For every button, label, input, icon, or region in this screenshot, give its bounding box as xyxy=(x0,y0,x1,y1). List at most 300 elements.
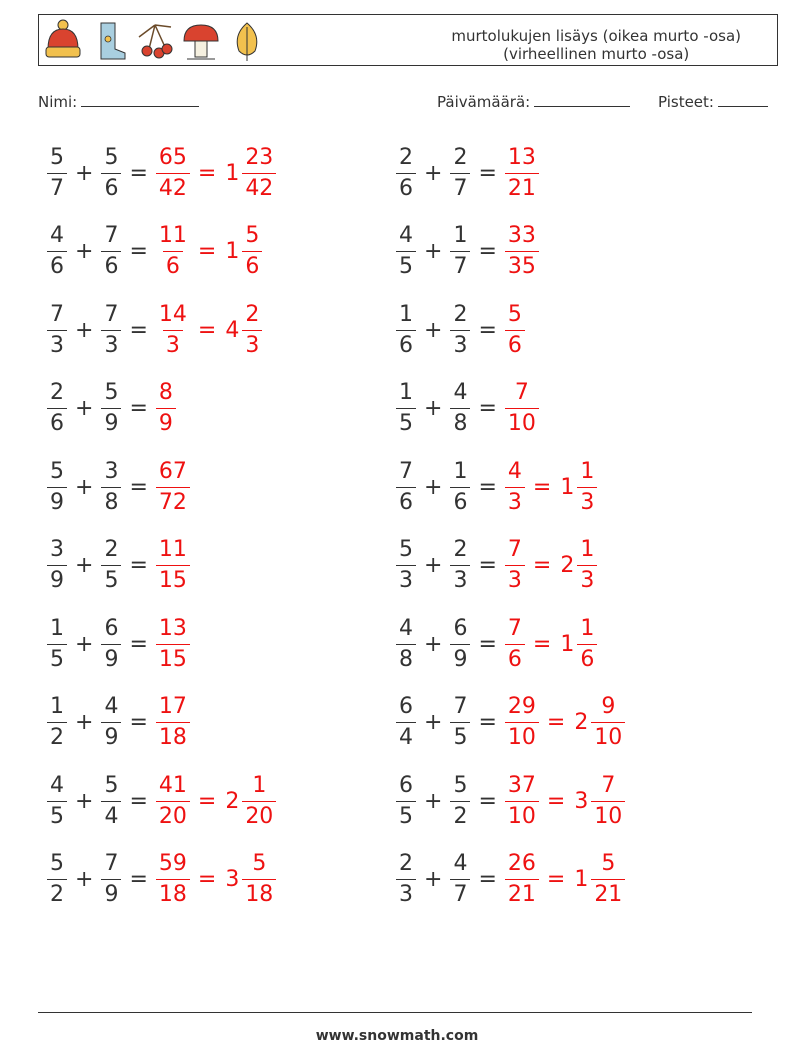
addend-fraction xyxy=(450,539,470,592)
numerator: 5 xyxy=(104,144,119,170)
numerator: 2 xyxy=(50,380,64,405)
numerator: 5 xyxy=(399,537,413,562)
denominator: 42 xyxy=(242,173,276,200)
addend-fraction xyxy=(396,696,416,749)
denominator: 21 xyxy=(505,173,539,200)
mixed-whole: 1 xyxy=(574,867,589,892)
denominator: 5 xyxy=(101,565,121,592)
addend-fraction xyxy=(396,615,416,672)
date-blank[interactable] xyxy=(534,92,630,107)
denominator: 3 xyxy=(450,330,470,357)
numerator: 7 xyxy=(601,772,616,798)
mixed-fraction xyxy=(242,144,276,201)
equals-sign: = xyxy=(129,553,148,578)
numerator: 7 xyxy=(514,380,529,405)
denominator: 9 xyxy=(101,644,121,671)
denominator: 5 xyxy=(396,408,416,435)
numerator: 5 xyxy=(507,301,522,327)
numerator: 17 xyxy=(158,694,187,719)
numerator: 5 xyxy=(601,851,616,876)
plus-sign: + xyxy=(424,867,443,892)
numerator: 5 xyxy=(50,144,64,170)
denominator: 35 xyxy=(505,251,539,278)
denominator: 3 xyxy=(396,879,416,906)
numerator: 1 xyxy=(580,458,595,484)
equals-sign: = xyxy=(546,788,566,814)
equals-sign: = xyxy=(197,239,217,264)
addend-fraction xyxy=(396,853,416,906)
problem-item xyxy=(44,137,279,209)
mixed-whole: 1 xyxy=(560,474,575,500)
denominator: 9 xyxy=(156,408,176,435)
title-line-1: murtolukujen lisäys (oikea murto -osa) xyxy=(451,27,741,45)
numerator: 11 xyxy=(158,537,187,562)
numerator: 1 xyxy=(50,615,64,641)
equals-sign: = xyxy=(478,317,497,343)
plus-sign: + xyxy=(424,239,443,264)
denominator: 5 xyxy=(47,801,67,828)
equals-sign: = xyxy=(478,239,497,264)
plus-sign: + xyxy=(75,239,94,264)
equals-sign: = xyxy=(478,788,497,814)
numerator: 37 xyxy=(507,772,536,798)
denominator: 2 xyxy=(47,879,67,906)
worksheet-title xyxy=(451,27,741,63)
mixed-whole: 3 xyxy=(574,788,589,814)
numerator: 1 xyxy=(580,615,595,641)
plus-sign: + xyxy=(75,867,94,892)
denominator: 4 xyxy=(101,801,121,828)
numerator: 7 xyxy=(104,301,119,327)
numerator: 23 xyxy=(245,144,274,170)
numerator: 29 xyxy=(507,694,536,719)
numerator: 1 xyxy=(399,301,413,327)
denominator: 6 xyxy=(47,251,67,278)
plus-sign: + xyxy=(75,788,94,814)
answer-fraction xyxy=(505,382,539,435)
plus-sign: + xyxy=(75,631,94,657)
problem-item xyxy=(44,216,265,288)
mixed-fraction xyxy=(591,853,625,906)
equals-sign: = xyxy=(546,710,566,735)
plus-sign: + xyxy=(424,317,443,343)
numerator: 1 xyxy=(453,223,468,248)
numerator: 3 xyxy=(104,458,119,484)
numerator: 41 xyxy=(158,772,187,798)
addend-fraction xyxy=(396,539,416,592)
addend-fraction xyxy=(101,144,121,201)
rain-boot-icon xyxy=(89,19,129,63)
denominator: 7 xyxy=(450,879,470,906)
mixed-fraction xyxy=(242,301,262,358)
numerator: 7 xyxy=(50,301,64,327)
problem-item xyxy=(44,373,179,445)
name-blank[interactable] xyxy=(81,92,199,107)
addend-fraction xyxy=(101,382,121,435)
denominator: 8 xyxy=(396,644,416,671)
addend-fraction xyxy=(450,458,470,515)
mixed-whole: 2 xyxy=(225,788,240,814)
denominator: 6 xyxy=(396,330,416,357)
footer-url: www.snowmath.com xyxy=(315,1028,479,1044)
equals-sign: = xyxy=(197,317,217,343)
equals-sign: = xyxy=(129,474,148,500)
denominator: 15 xyxy=(156,644,190,671)
equals-sign: = xyxy=(478,396,497,421)
header-box xyxy=(38,14,778,66)
numerator: 1 xyxy=(580,537,595,562)
answer-fraction xyxy=(156,301,190,358)
addend-fraction xyxy=(101,615,121,672)
score-blank[interactable] xyxy=(718,92,768,107)
winter-hat-icon xyxy=(43,19,83,63)
denominator: 9 xyxy=(101,879,121,906)
denominator: 42 xyxy=(156,173,190,200)
equals-sign: = xyxy=(478,631,497,657)
mixed-fraction xyxy=(577,539,597,592)
numerator: 5 xyxy=(50,458,64,484)
plus-sign: + xyxy=(424,396,443,421)
denominator: 7 xyxy=(450,251,470,278)
problem-item xyxy=(44,844,279,916)
numerator: 9 xyxy=(601,694,616,719)
equals-sign: = xyxy=(532,553,552,578)
numerator: 7 xyxy=(453,694,468,719)
numerator: 65 xyxy=(158,144,187,170)
numerator: 6 xyxy=(453,615,468,641)
problem-item xyxy=(393,844,628,916)
answer-fraction xyxy=(505,615,525,672)
denominator: 6 xyxy=(101,251,121,278)
denominator: 6 xyxy=(242,251,262,278)
denominator: 10 xyxy=(591,801,625,828)
plus-sign: + xyxy=(75,396,94,421)
plus-sign: + xyxy=(75,553,94,578)
date-field xyxy=(437,92,630,111)
denominator: 3 xyxy=(242,330,262,357)
plus-sign: + xyxy=(424,160,443,186)
denominator: 21 xyxy=(505,879,539,906)
problem-item xyxy=(393,373,542,445)
answer-fraction xyxy=(156,458,190,515)
plus-sign: + xyxy=(424,788,443,814)
numerator: 7 xyxy=(104,223,119,248)
denominator: 6 xyxy=(163,251,183,278)
denominator: 18 xyxy=(156,722,190,749)
denominator: 3 xyxy=(47,330,67,357)
denominator: 3 xyxy=(505,565,525,592)
numerator: 4 xyxy=(399,615,413,641)
denominator: 9 xyxy=(101,722,121,749)
denominator: 10 xyxy=(591,722,625,749)
plus-sign: + xyxy=(75,474,94,500)
addend-fraction xyxy=(101,458,121,515)
denominator: 72 xyxy=(156,487,190,514)
equals-sign: = xyxy=(129,396,148,421)
equals-sign: = xyxy=(197,867,217,892)
equals-sign: = xyxy=(478,553,497,578)
addend-fraction xyxy=(396,458,416,515)
mixed-fraction xyxy=(577,458,597,515)
denominator: 6 xyxy=(505,330,525,357)
numerator: 1 xyxy=(252,772,267,798)
numerator: 7 xyxy=(507,537,522,562)
mixed-whole: 2 xyxy=(560,553,575,578)
addend-fraction xyxy=(396,772,416,829)
equals-sign: = xyxy=(478,867,497,892)
equals-sign: = xyxy=(546,867,566,892)
equals-sign: = xyxy=(532,631,552,657)
denominator: 3 xyxy=(101,330,121,357)
score-label: Pisteet: xyxy=(658,93,714,111)
numerator: 2 xyxy=(245,301,260,327)
addend-fraction xyxy=(47,539,67,592)
mixed-whole: 3 xyxy=(225,867,240,892)
numerator: 67 xyxy=(158,458,187,484)
mixed-fraction xyxy=(242,225,262,278)
numerator: 59 xyxy=(158,851,187,876)
problem-item xyxy=(393,765,628,837)
addend-fraction xyxy=(47,382,67,435)
numerator: 1 xyxy=(50,694,64,719)
addend-fraction xyxy=(101,225,121,278)
problem-item xyxy=(44,765,279,837)
denominator: 6 xyxy=(577,644,597,671)
addend-fraction xyxy=(101,853,121,906)
numerator: 5 xyxy=(252,851,267,876)
denominator: 2 xyxy=(47,722,67,749)
answer-fraction xyxy=(505,853,539,906)
numerator: 5 xyxy=(104,380,119,405)
denominator: 3 xyxy=(163,330,183,357)
denominator: 9 xyxy=(47,487,67,514)
leaf-icon xyxy=(227,19,267,63)
denominator: 6 xyxy=(47,408,67,435)
numerator: 2 xyxy=(399,144,413,170)
equals-sign: = xyxy=(197,788,217,814)
numerator: 5 xyxy=(245,223,260,248)
numerator: 6 xyxy=(399,694,413,719)
equals-sign: = xyxy=(129,710,148,735)
numerator: 2 xyxy=(453,144,468,170)
footer-divider xyxy=(38,1012,752,1013)
plus-sign: + xyxy=(75,317,94,343)
addend-fraction xyxy=(101,539,121,592)
addend-fraction xyxy=(101,696,121,749)
numerator: 5 xyxy=(453,772,468,798)
addend-fraction xyxy=(47,301,67,358)
addend-fraction xyxy=(47,615,67,672)
equals-sign: = xyxy=(532,474,552,500)
denominator: 8 xyxy=(450,408,470,435)
denominator: 9 xyxy=(450,644,470,671)
denominator: 10 xyxy=(505,801,539,828)
addend-fraction xyxy=(450,382,470,435)
numerator: 1 xyxy=(453,458,468,484)
plus-sign: + xyxy=(424,553,443,578)
name-field xyxy=(38,92,199,111)
answer-fraction xyxy=(505,301,525,358)
plus-sign: + xyxy=(75,710,94,735)
equals-sign: = xyxy=(129,631,148,657)
problem-item xyxy=(44,294,265,366)
numerator: 7 xyxy=(507,615,522,641)
mixed-whole: 4 xyxy=(225,317,240,343)
denominator: 5 xyxy=(47,644,67,671)
denominator: 8 xyxy=(101,487,121,514)
numerator: 7 xyxy=(104,851,119,876)
denominator: 3 xyxy=(450,565,470,592)
numerator: 3 xyxy=(50,537,64,562)
mushroom-icon xyxy=(181,19,221,63)
denominator: 6 xyxy=(396,173,416,200)
plus-sign: + xyxy=(75,160,94,186)
equals-sign: = xyxy=(478,710,497,735)
denominator: 10 xyxy=(505,408,539,435)
denominator: 20 xyxy=(242,801,276,828)
numerator: 11 xyxy=(158,223,187,248)
addend-fraction xyxy=(47,225,67,278)
addend-fraction xyxy=(47,772,67,829)
addend-fraction xyxy=(47,696,67,749)
mixed-fraction xyxy=(591,772,625,829)
addend-fraction xyxy=(396,382,416,435)
denominator: 6 xyxy=(101,173,121,200)
addend-fraction xyxy=(47,458,67,515)
problem-item xyxy=(44,687,193,759)
mixed-whole: 2 xyxy=(574,710,589,735)
answer-fraction xyxy=(156,225,190,278)
numerator: 13 xyxy=(158,615,187,641)
numerator: 14 xyxy=(158,301,187,327)
numerator: 5 xyxy=(104,772,119,798)
answer-fraction xyxy=(505,539,525,592)
addend-fraction xyxy=(450,853,470,906)
addend-fraction xyxy=(47,853,67,906)
equals-sign: = xyxy=(478,474,497,500)
answer-fraction xyxy=(505,225,539,278)
numerator: 2 xyxy=(453,301,468,327)
numerator: 2 xyxy=(104,537,119,562)
icon-strip xyxy=(43,17,267,65)
problem-item xyxy=(393,530,600,602)
answer-fraction xyxy=(505,144,539,201)
berries-icon xyxy=(135,19,175,63)
numerator: 1 xyxy=(399,380,413,405)
denominator: 9 xyxy=(101,408,121,435)
addend-fraction xyxy=(450,225,470,278)
denominator: 18 xyxy=(242,879,276,906)
numerator: 4 xyxy=(453,380,468,405)
denominator: 18 xyxy=(156,879,190,906)
denominator: 3 xyxy=(396,565,416,592)
mixed-fraction xyxy=(242,772,276,829)
denominator: 3 xyxy=(577,565,597,592)
denominator: 5 xyxy=(396,251,416,278)
addend-fraction xyxy=(450,144,470,201)
numerator: 5 xyxy=(50,851,64,876)
plus-sign: + xyxy=(424,631,443,657)
addend-fraction xyxy=(101,772,121,829)
denominator: 3 xyxy=(505,487,525,514)
problem-item xyxy=(44,451,193,523)
denominator: 15 xyxy=(156,565,190,592)
numerator: 4 xyxy=(50,772,64,798)
equals-sign: = xyxy=(129,867,148,892)
numerator: 4 xyxy=(399,223,413,248)
denominator: 10 xyxy=(505,722,539,749)
addend-fraction xyxy=(47,144,67,201)
addend-fraction xyxy=(101,301,121,358)
numerator: 33 xyxy=(507,223,536,248)
numerator: 13 xyxy=(507,144,536,170)
mixed-fraction xyxy=(242,853,276,906)
answer-fraction xyxy=(505,772,539,829)
equals-sign: = xyxy=(478,160,497,186)
equals-sign: = xyxy=(129,239,148,264)
numerator: 4 xyxy=(453,851,468,876)
addend-fraction xyxy=(450,301,470,358)
answer-fraction xyxy=(156,144,190,201)
problem-item xyxy=(393,294,528,366)
denominator: 21 xyxy=(591,879,625,906)
numerator: 7 xyxy=(399,458,413,484)
addend-fraction xyxy=(396,144,416,201)
answer-fraction xyxy=(156,772,190,829)
denominator: 5 xyxy=(396,801,416,828)
mixed-fraction xyxy=(577,615,597,672)
score-field xyxy=(658,92,768,111)
answer-fraction xyxy=(505,458,525,515)
mixed-whole: 1 xyxy=(560,631,575,657)
denominator: 2 xyxy=(450,801,470,828)
addend-fraction xyxy=(450,696,470,749)
numerator: 4 xyxy=(50,223,64,248)
answer-fraction xyxy=(505,696,539,749)
addend-fraction xyxy=(396,225,416,278)
numerator: 2 xyxy=(453,537,468,562)
name-label: Nimi: xyxy=(38,93,78,111)
equals-sign: = xyxy=(129,317,148,343)
denominator: 5 xyxy=(450,722,470,749)
numerator: 4 xyxy=(507,458,522,484)
mixed-whole: 1 xyxy=(225,160,240,186)
equals-sign: = xyxy=(129,160,148,186)
problem-item xyxy=(393,608,600,680)
answer-fraction xyxy=(156,853,190,906)
numerator: 4 xyxy=(104,694,119,719)
problem-item xyxy=(393,216,542,288)
numerator: 6 xyxy=(104,615,119,641)
denominator: 7 xyxy=(450,173,470,200)
denominator: 6 xyxy=(450,487,470,514)
denominator: 20 xyxy=(156,801,190,828)
plus-sign: + xyxy=(424,474,443,500)
problem-item xyxy=(44,608,193,680)
answer-fraction xyxy=(156,615,190,672)
mixed-fraction xyxy=(591,696,625,749)
denominator: 7 xyxy=(47,173,67,200)
plus-sign: + xyxy=(424,710,443,735)
date-label: Päivämäärä: xyxy=(437,93,531,111)
denominator: 3 xyxy=(577,487,597,514)
addend-fraction xyxy=(396,301,416,358)
denominator: 9 xyxy=(47,565,67,592)
denominator: 4 xyxy=(396,722,416,749)
numerator: 2 xyxy=(399,851,413,876)
addend-fraction xyxy=(450,615,470,672)
answer-fraction xyxy=(156,539,190,592)
